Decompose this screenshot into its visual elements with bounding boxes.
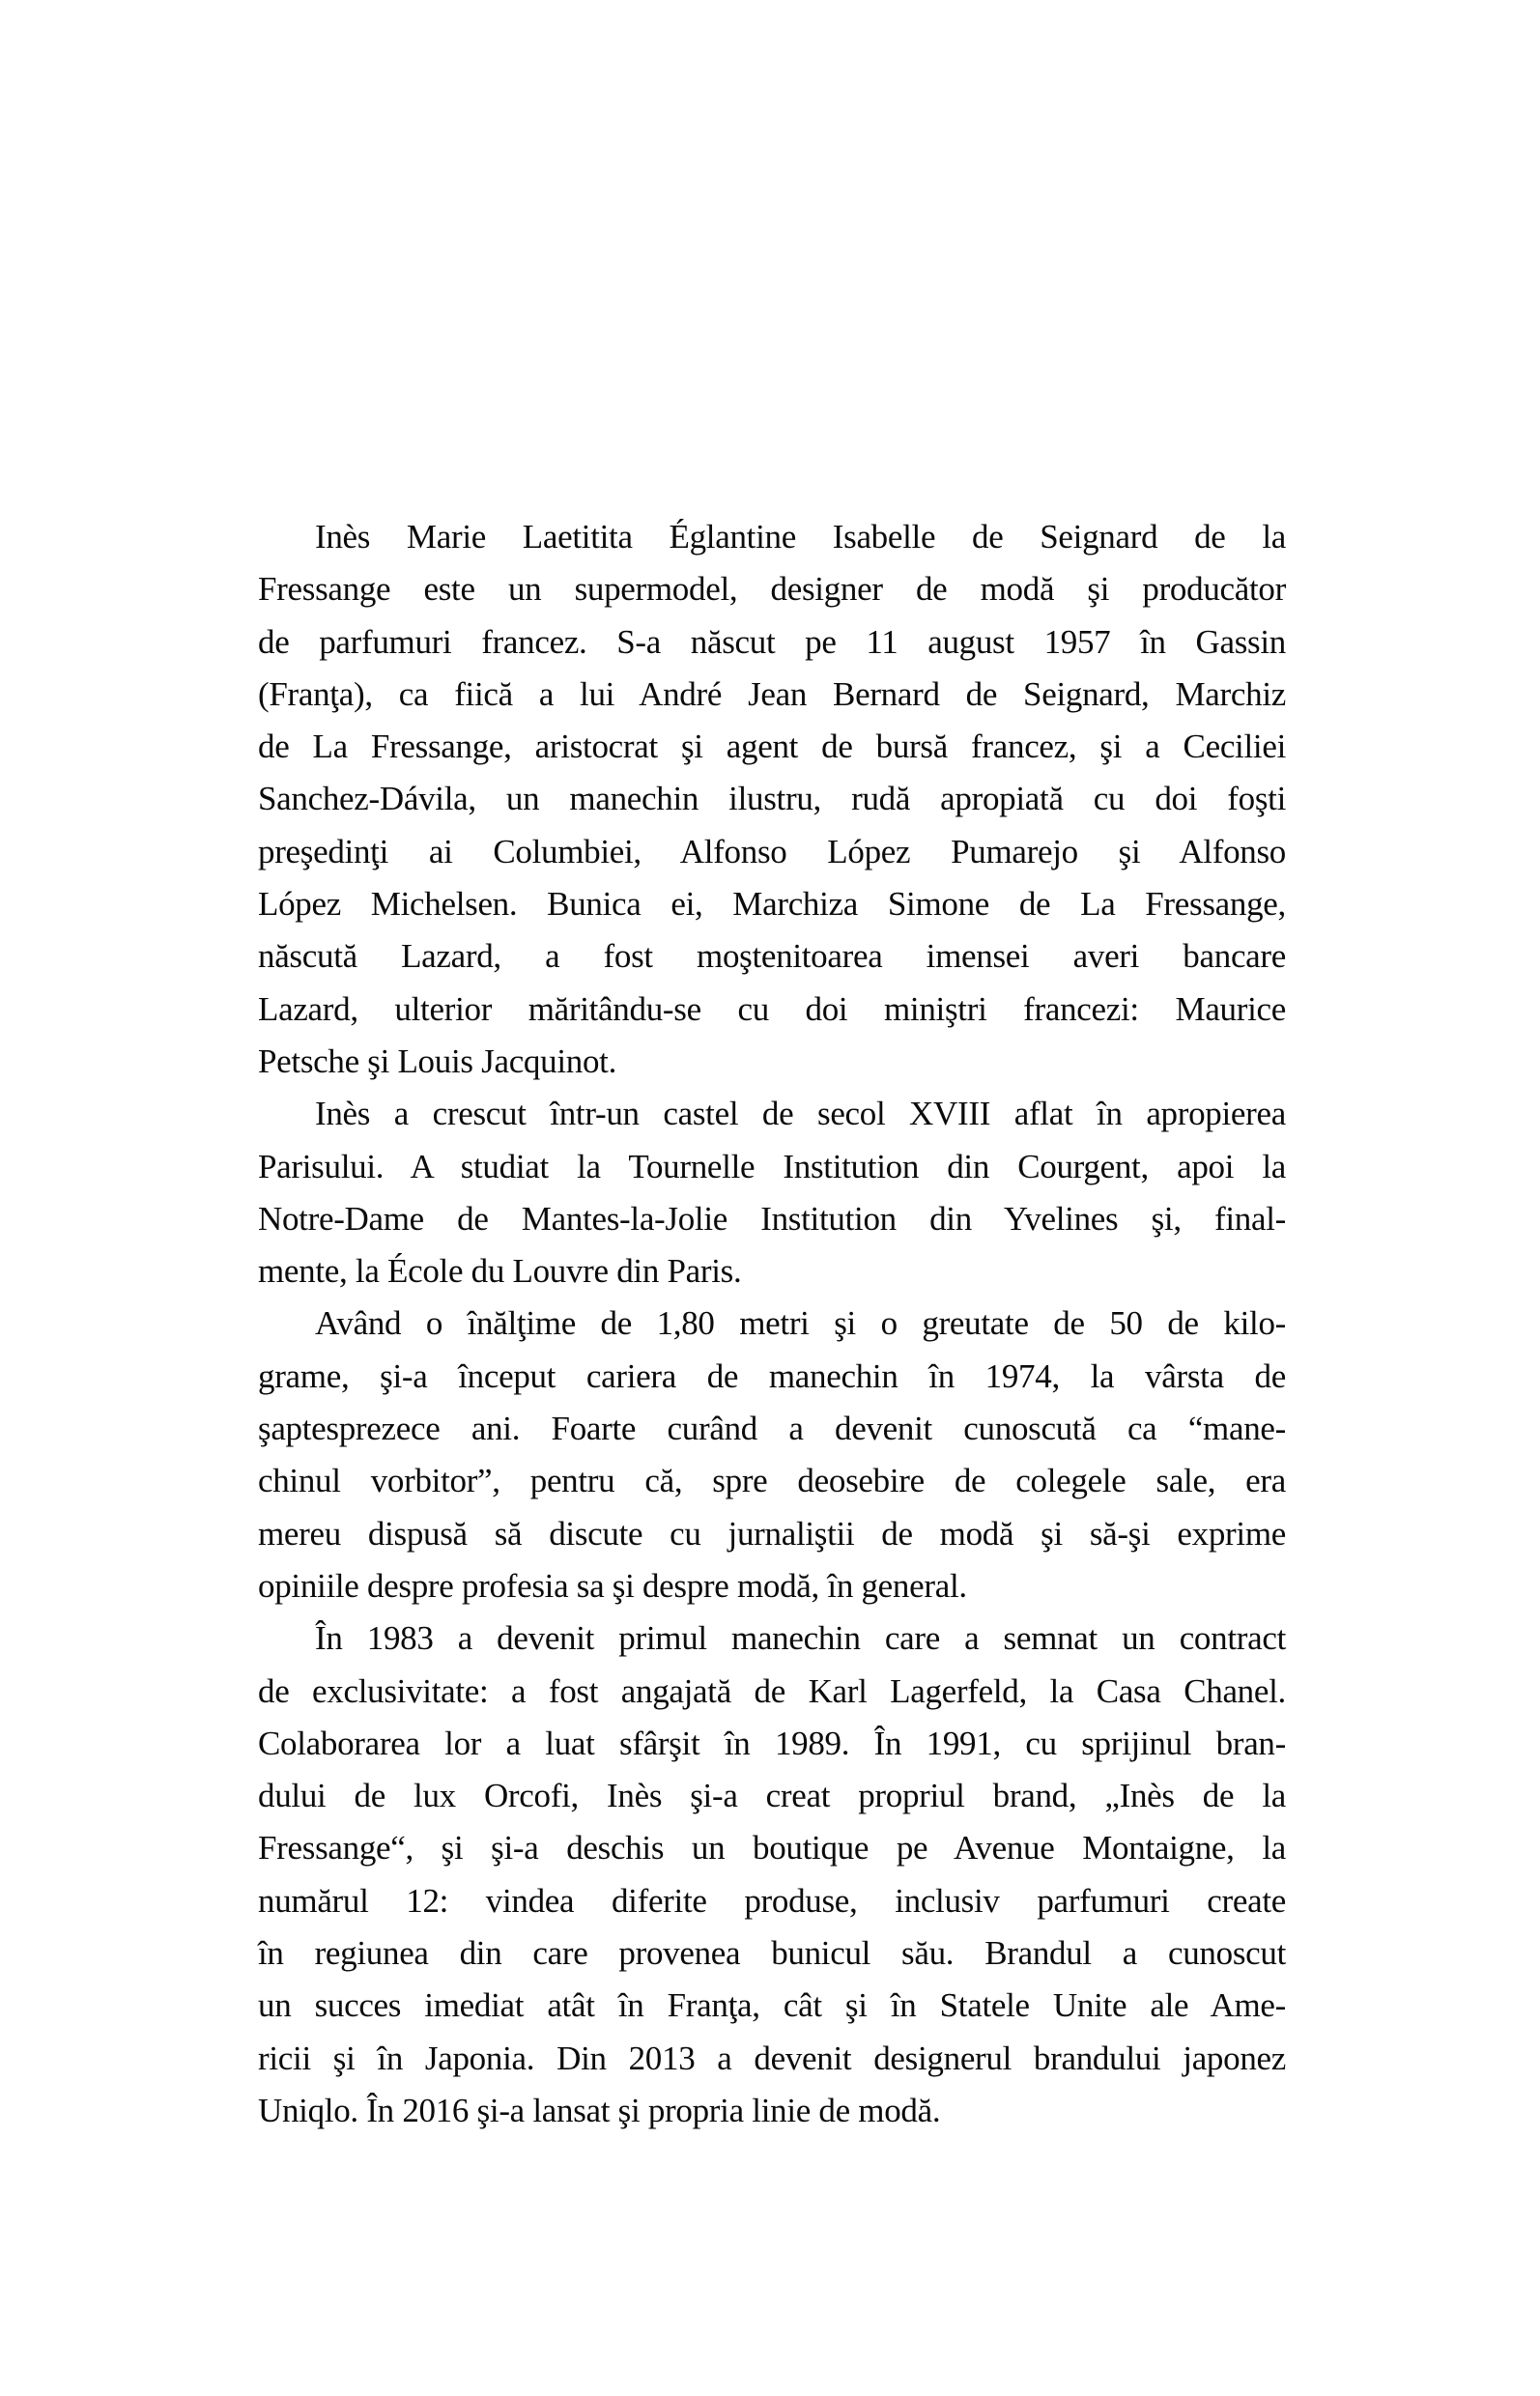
paragraph <box>258 1088 1286 1298</box>
text-line: Având o înălţime de 1,80 metri şi o greutate de 50 de kilo- <box>315 1304 1286 1343</box>
text-line: Lazard, ulterior măritându-se cu doi miniştri francezi: Maurice <box>258 989 1286 1028</box>
text-line: de parfumuri francez. S-a născut pe 11 august 1957 în Gassin <box>258 622 1286 661</box>
text-line: mereu dispusă să discute cu jurnaliştii de modă şi să-şi exprime <box>258 1514 1286 1553</box>
paragraph <box>258 511 1286 1088</box>
text-line: Parisului. A studiat la Tournelle Institution din Courgent, apoi la <box>258 1147 1286 1185</box>
text-line: Notre-Dame de Mantes-la-Jolie Institution din Yvelines şi, final- <box>258 1199 1286 1238</box>
text-line: mente, la École du Louvre din Paris. <box>258 1252 742 1291</box>
text-line: de La Fressange, aristocrat şi agent de bursă francez, şi a Ceciliei <box>258 727 1286 766</box>
text-line: Inès Marie Laetitita Églantine Isabelle de Seignard de la <box>315 518 1286 556</box>
text-line: numărul 12: vindea diferite produse, inclusiv parfumuri create <box>258 1881 1286 1920</box>
text-line: Fressange este un supermodel, designer de modă şi producător <box>258 570 1286 609</box>
paragraph <box>258 1298 1286 1612</box>
text-line: López Michelsen. Bunica ei, Marchiza Simone de La Fressange, <box>258 885 1286 924</box>
text-line: de exclusivitate: a fost angajată de Karl Lagerfeld, la Casa Chanel. <box>258 1671 1286 1710</box>
text-line: Colaborarea lor a luat sfârşit în 1989. În 1991, cu sprijinul bran- <box>258 1724 1286 1762</box>
paragraph <box>258 1612 1286 2137</box>
text-block <box>258 511 1286 2137</box>
text-line: Sanchez-Dávila, un manechin ilustru, rudă apropiată cu doi foşti <box>258 780 1286 818</box>
text-line: dului de lux Orcofi, Inès şi-a creat propriul brand, „Inès de la <box>258 1777 1286 1815</box>
text-line: chinul vorbitor”, pentru că, spre deosebire de colegele sale, era <box>258 1462 1286 1500</box>
text-line: grame, şi-a început cariera de manechin în 1974, la vârsta de <box>258 1356 1286 1395</box>
text-line: în regiunea din care provenea bunicul său. Brandul a cunoscut <box>258 1934 1286 1973</box>
text-line: ricii şi în Japonia. Din 2013 a devenit designerul brandului japonez <box>258 2039 1286 2077</box>
text-line: şaptesprezece ani. Foarte curând a devenit cunoscută ca “mane- <box>258 1410 1286 1448</box>
text-line: Uniqlo. În 2016 şi-a lansat şi propria linie de modă. <box>258 2091 941 2129</box>
text-line: născută Lazard, a fost moştenitoarea imensei averi bancare <box>258 937 1286 976</box>
text-line: preşedinţi ai Columbiei, Alfonso López Pumarejo şi Alfonso <box>258 832 1286 870</box>
text-line: (Franţa), ca fiică a lui André Jean Bernard de Seignard, Marchiz <box>258 674 1286 713</box>
text-line: Petsche şi Louis Jacquinot. <box>258 1041 617 1080</box>
text-line: opiniile despre profesia sa şi despre modă, în general. <box>258 1566 967 1605</box>
text-line: un succes imediat atât în Franţa, cât şi în Statele Unite ale Ame- <box>258 1986 1286 2025</box>
text-line: Inès a crescut într-un castel de secol XVIII aflat în apropierea <box>315 1095 1286 1133</box>
text-line: Fressange“, şi şi-a deschis un boutique pe Avenue Montaigne, la <box>258 1829 1286 1868</box>
text-line: În 1983 a devenit primul manechin care a semnat un contract <box>315 1619 1286 1658</box>
